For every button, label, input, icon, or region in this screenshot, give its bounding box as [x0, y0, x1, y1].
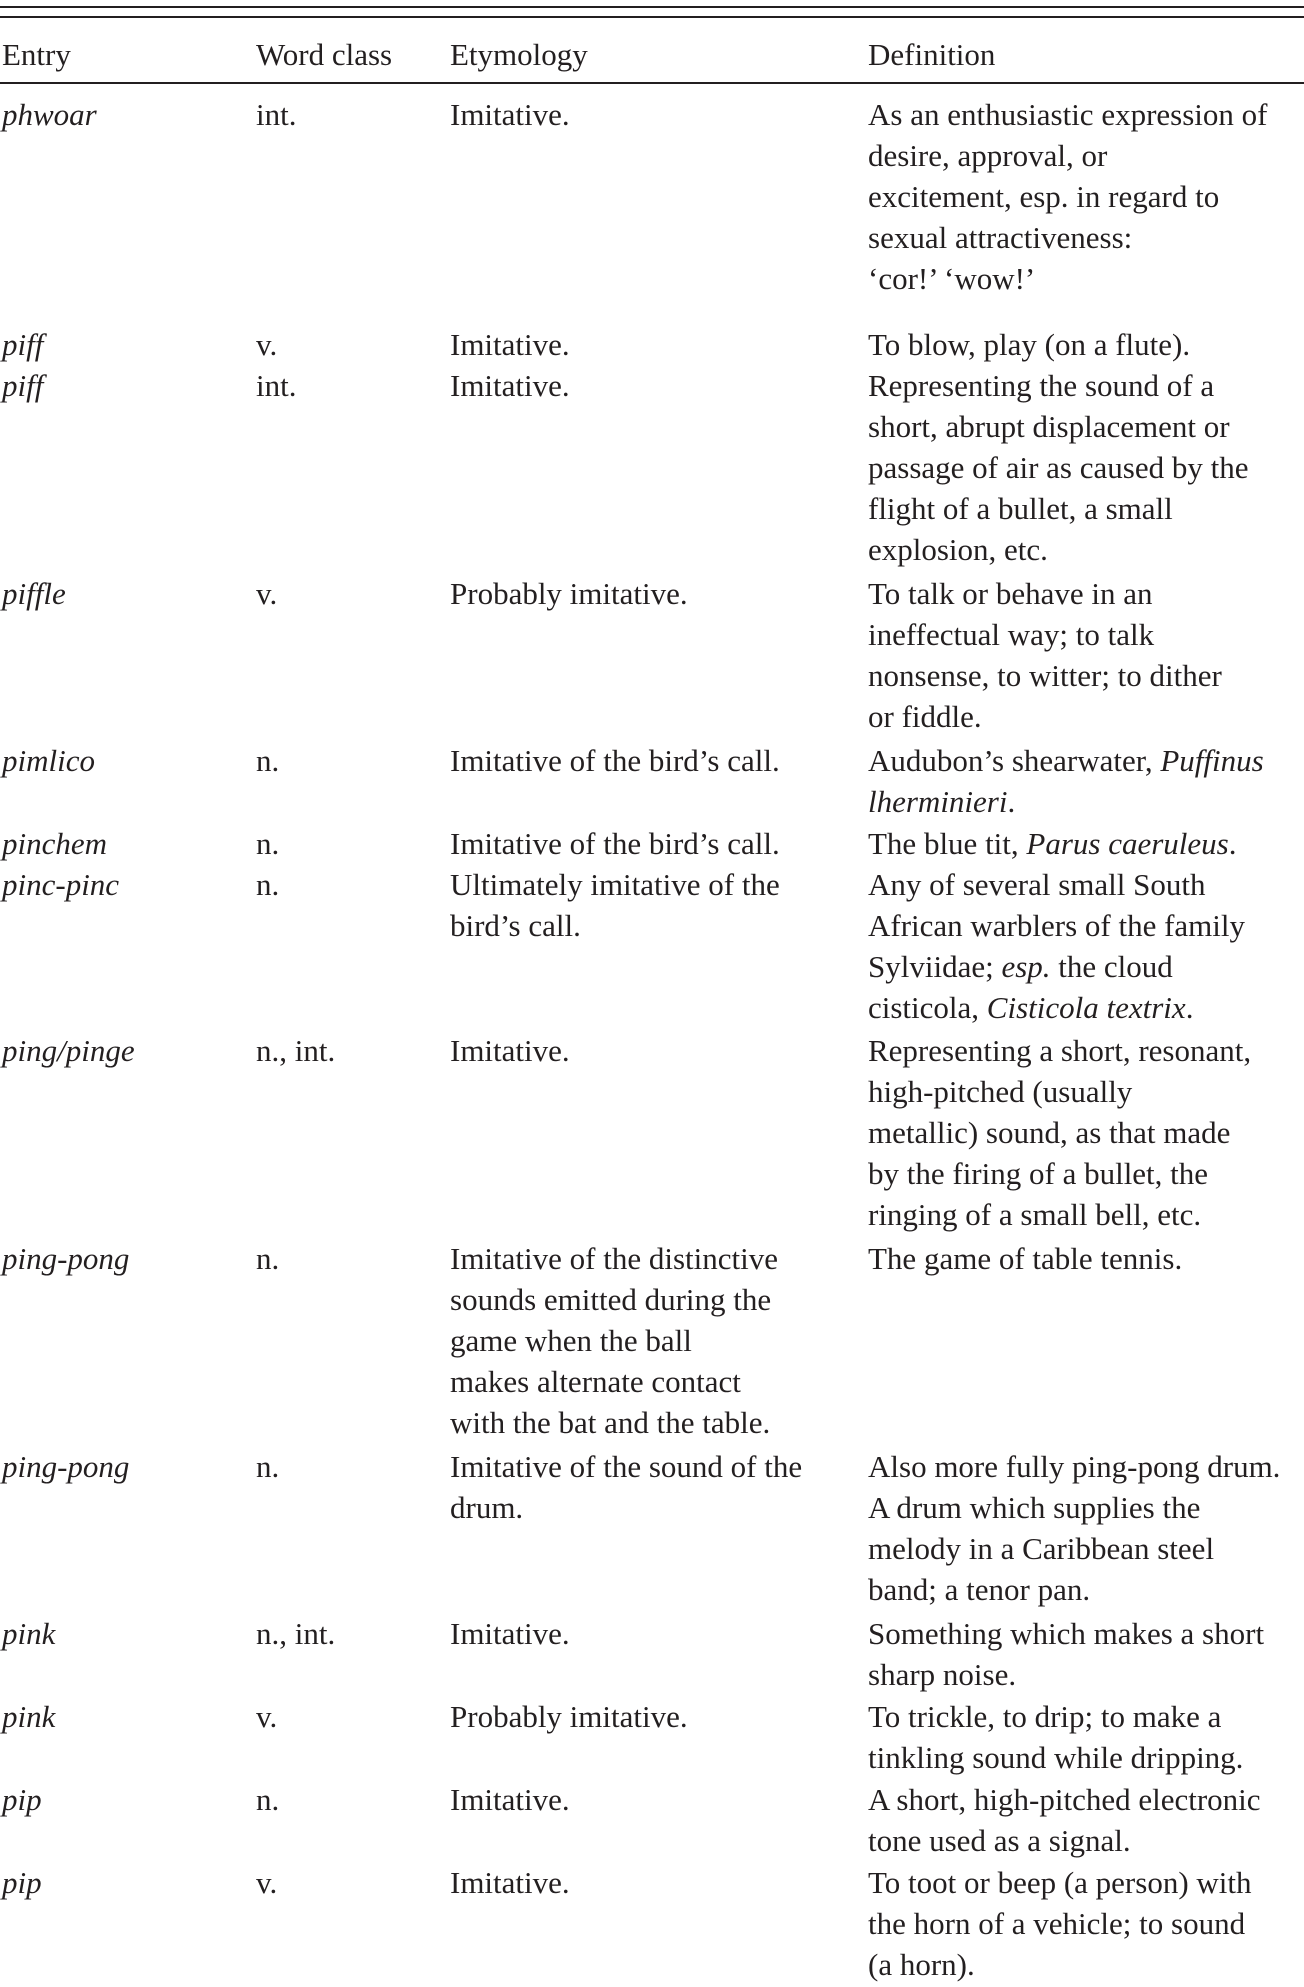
- table-row-word-class: n.: [256, 743, 280, 778]
- table-row-etymology: Probably imitative.: [450, 576, 688, 611]
- table-row-entry: pinc-pinc: [2, 867, 120, 902]
- table-row-definition: Also more fully ping-pong drum. A drum which supplies the melody in a Caribbean steel band; a tenor pan.: [868, 1449, 1281, 1607]
- header-entry: Entry: [2, 37, 71, 72]
- table-row-word-class: v.: [256, 1699, 278, 1734]
- table-row-entry: ping/pinge: [2, 1033, 135, 1068]
- table-row-word-class: n.: [256, 867, 280, 902]
- table-row-etymology: Imitative.: [450, 1033, 570, 1068]
- table-row-etymology: Imitative.: [450, 97, 570, 132]
- table-row-etymology: Imitative.: [450, 1865, 570, 1900]
- table-row-entry: pip: [2, 1782, 42, 1817]
- table-row-definition: Representing a short, resonant, high-pitched (usually metallic) sound, as that made by the firing of a bullet, the ringing of a small bell, etc.: [868, 1033, 1252, 1232]
- table-row-etymology: Imitative of the bird’s call.: [450, 826, 780, 861]
- header-word-class: Word class: [256, 37, 393, 72]
- table-row-etymology: Imitative of the sound of the drum.: [450, 1449, 803, 1525]
- table-row-entry: pimlico: [2, 743, 95, 778]
- table-row-word-class: n.: [256, 1241, 280, 1276]
- table-row-word-class: int.: [256, 97, 297, 132]
- table-row-entry: ping-pong: [2, 1449, 130, 1484]
- table-row-word-class: n.: [256, 1782, 280, 1817]
- table-row-entry: phwoar: [2, 97, 97, 132]
- table-row-definition: Representing the sound of a short, abrupt displacement or passage of air as caused by the flight of a bullet, a small explosion, etc.: [868, 368, 1249, 567]
- table-row-etymology: Imitative.: [450, 1616, 570, 1651]
- table-top-rule-inner: [0, 16, 1304, 18]
- table-row-etymology: Probably imitative.: [450, 1699, 688, 1734]
- table-row-etymology: Imitative of the bird’s call.: [450, 743, 780, 778]
- table-row-word-class: v.: [256, 327, 278, 362]
- table-row-definition: To toot or beep (a person) with the horn of a vehicle; to sound (a horn).: [868, 1865, 1252, 1982]
- table-row-word-class: n.: [256, 826, 280, 861]
- table-row-definition: A short, high-pitched electronic tone used as a signal.: [868, 1782, 1261, 1858]
- table-row-entry: piff: [2, 327, 44, 362]
- table-row-definition: To trickle, to drip; to make a tinkling sound while dripping.: [868, 1699, 1244, 1775]
- table-row-definition: To blow, play (on a flute).: [868, 327, 1191, 362]
- table-row-definition: Any of several small South African warblers of the family Sylviidae; esp. the cloud cisticola, Cisticola textrix.: [868, 867, 1246, 1025]
- table-row-entry: pink: [2, 1616, 56, 1651]
- table-row-definition: As an enthusiastic expression of desire, approval, or excitement, esp. in regard to sexual attractiveness: ‘cor!’ ‘wow!’: [868, 97, 1268, 296]
- table-row-definition: Audubon’s shearwater, Puffinus lherminieri.: [868, 743, 1264, 819]
- table-row-entry: pip: [2, 1865, 42, 1900]
- table-row-word-class: int.: [256, 368, 297, 403]
- table-row-word-class: n.: [256, 1449, 280, 1484]
- table-row-entry: pinchem: [2, 826, 108, 861]
- table-row-definition: The blue tit, Parus caeruleus.: [868, 826, 1237, 861]
- table-row-word-class: n., int.: [256, 1033, 336, 1068]
- table-row-word-class: n., int.: [256, 1616, 336, 1651]
- table-row-etymology: Ultimately imitative of the bird’s call.: [450, 867, 780, 943]
- header-definition: Definition: [868, 37, 996, 72]
- table-row-entry: ping-pong: [2, 1241, 130, 1276]
- table-top-rule: [0, 6, 1304, 8]
- table-row-word-class: v.: [256, 1865, 278, 1900]
- table-row-etymology: Imitative.: [450, 368, 570, 403]
- table-row-entry: piff: [2, 368, 44, 403]
- table-row-entry: pink: [2, 1699, 56, 1734]
- table-row-etymology: Imitative.: [450, 1782, 570, 1817]
- table-row-etymology: Imitative of the distinctive sounds emitted during the game when the ball makes alternate contact with the bat and the table.: [450, 1241, 778, 1440]
- table-row-etymology: Imitative.: [450, 327, 570, 362]
- table-row-definition: To talk or behave in an ineffectual way; to talk nonsense, to witter; to dither or fiddle.: [868, 576, 1222, 734]
- table-row-word-class: v.: [256, 576, 278, 611]
- table-row-entry: piffle: [2, 576, 66, 611]
- table-row-definition: Something which makes a short sharp noise.: [868, 1616, 1265, 1692]
- header-rule: [0, 82, 1304, 84]
- table-row-definition: The game of table tennis.: [868, 1241, 1183, 1276]
- header-etymology: Etymology: [450, 37, 588, 72]
